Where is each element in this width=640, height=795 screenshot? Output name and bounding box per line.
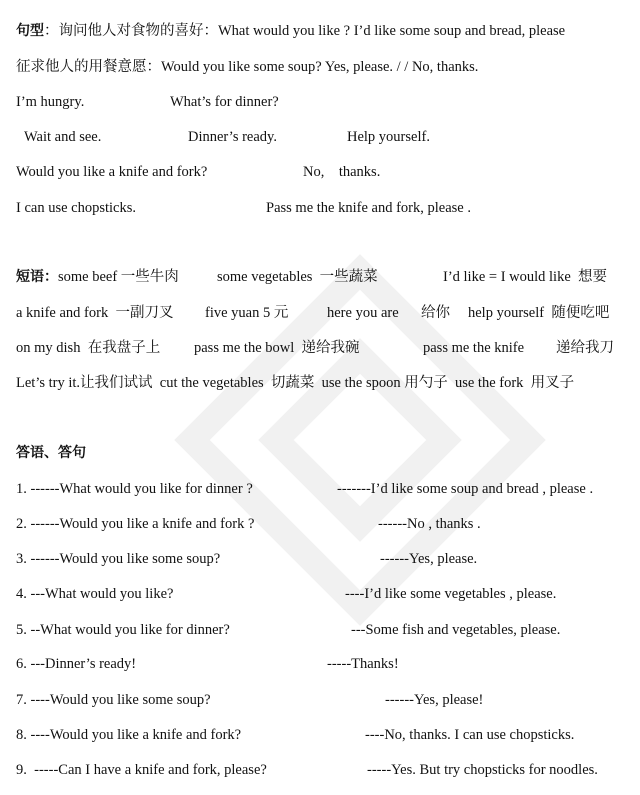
pattern-text: Pass me the knife and fork, please . (266, 200, 471, 216)
pattern-text: No, thanks. (303, 164, 381, 180)
phrase: some beef 一些牛肉 (58, 269, 179, 285)
phrase: a knife and fork 一副刀叉 (16, 305, 174, 321)
question: 7. ----Would you like some soup? (16, 692, 211, 708)
phrase: 递给我刀 (556, 340, 614, 356)
phrase: five yuan 5 元 (205, 305, 289, 321)
answer: ---Some fish and vegetables, please. (351, 622, 561, 638)
phrase-row (16, 268, 179, 286)
answer: ------No , thanks . (378, 516, 481, 532)
phrase: help yourself 随便吃吧 (468, 305, 610, 321)
pattern-text: ：询问他人对食物的喜好：What would you like ? I’d like some soup and bread, please (44, 23, 566, 39)
phrase: Let’s try it.让我们试试 cut the vegetables 切蔬菜 use the spoon 用勺子 use the fork 用叉子 (16, 375, 575, 391)
question: 1. ------What would you like for dinner ? (16, 481, 253, 497)
pattern-text: Would you like a knife and fork? (16, 164, 208, 180)
pattern-text: I can use chopsticks. (16, 200, 136, 216)
pattern-text: What’s for dinner? (170, 94, 279, 110)
phrase: I’d like = I would like 想要 (443, 269, 608, 285)
phrase: here you are (327, 305, 399, 321)
phrase: some vegetables 一些蔬菜 (217, 269, 378, 285)
question: 3. ------Would you like some soup? (16, 551, 221, 567)
question: 4. ---What would you like? (16, 586, 174, 602)
answer: -------I’d like some soup and bread , please . (337, 481, 594, 497)
question: 8. ----Would you like a knife and fork? (16, 727, 242, 743)
pattern-text: Help yourself. (347, 129, 430, 145)
question: 9. -----Can I have a knife and fork, please? (16, 762, 267, 778)
pattern-text: Dinner’s ready. (188, 129, 277, 145)
phrase: on my dish 在我盘子上 (16, 340, 161, 356)
answer: -----Yes. But try chopsticks for noodles. (367, 762, 598, 778)
phrase: 给你 (421, 305, 450, 321)
answer: ----I’d like some vegetables , please. (345, 586, 557, 602)
pattern-text: Wait and see. (24, 129, 102, 145)
answer: ----No, thanks. I can use chopsticks. (365, 727, 575, 743)
answer: ------Yes, please! (385, 692, 484, 708)
phrase: pass me the knife (423, 340, 525, 356)
question: 2. ------Would you like a knife and fork ? (16, 516, 255, 532)
section-heading: 答语、答句 (16, 445, 86, 461)
question: 5. --What would you like for dinner? (16, 622, 230, 638)
question: 6. ---Dinner’s ready! (16, 656, 137, 672)
answer: -----Thanks! (327, 656, 399, 672)
section-heading: 句型 (16, 23, 44, 39)
pattern-text: I’m hungry. (16, 94, 85, 110)
answer: ------Yes, please. (380, 551, 478, 567)
pattern-line-1 (16, 22, 565, 40)
pattern-line-2: 征求他人的用餐意愿：Would you like some soup? Yes, please. / / No, thanks. (16, 59, 479, 75)
phrase: pass me the bowl 递给我碗 (194, 340, 360, 356)
section-heading: 短语： (16, 269, 58, 285)
